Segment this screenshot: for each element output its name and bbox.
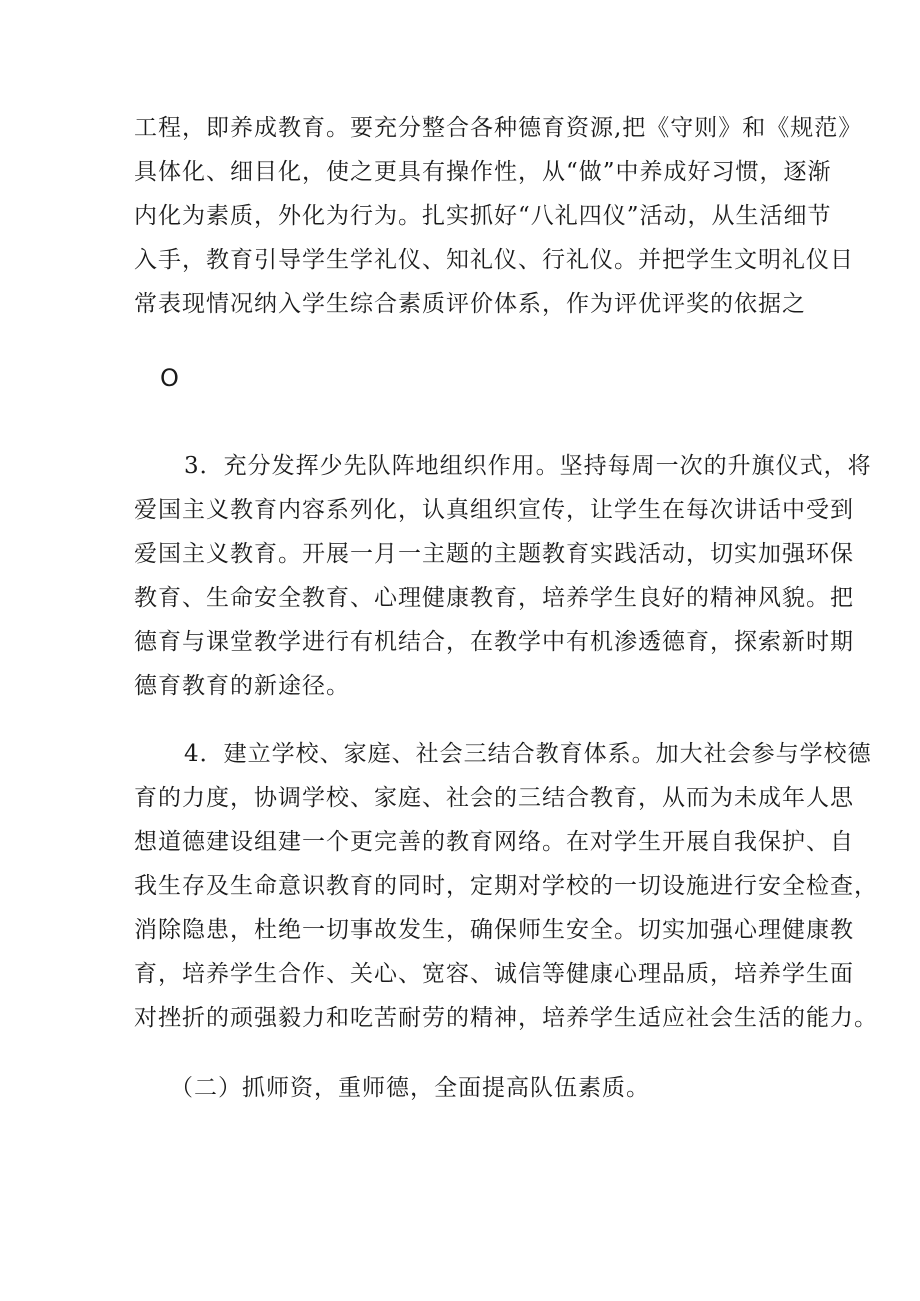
paragraph-habit-education bbox=[134, 106, 863, 326]
section-heading-teachers bbox=[170, 1066, 830, 1110]
text-line: 育的力度，协调学校、家庭、社会的三结合教育，从而为未成年人思 bbox=[134, 785, 854, 811]
text-line: 内化为素质，外化为行为。扎实抓好“八礼四仪”活动，从生活细节 bbox=[134, 203, 832, 229]
text-line: 常表现情况纳入学生综合素质评价体系，作为评优评奖的依据之 bbox=[134, 291, 806, 317]
text-line: 具体化、细目化，使之更具有操作性，从“做”中养成好习惯，逐渐 bbox=[134, 159, 832, 185]
text-line: 我生存及生命意识教育的同时，定期对学校的一切设施进行安全检查， bbox=[134, 873, 878, 899]
text-line: 德育与课堂教学进行有机结合，在教学中有机渗透德育，探索新时期 bbox=[134, 629, 854, 655]
text-line: 4．建立学校、家庭、社会三结合教育体系。加大社会参与学校德 bbox=[184, 741, 872, 767]
text-line: 工程，即养成教育。要充分整合各种德育资源,把《守则》和《规范》 bbox=[134, 115, 863, 141]
paragraph-ocr-fragment bbox=[160, 356, 820, 400]
text-line: 3．充分发挥少先队阵地组织作用。坚持每周一次的升旗仪式，将 bbox=[184, 453, 872, 479]
paragraph-item-3 bbox=[134, 444, 872, 708]
text-line: 育，培养学生合作、关心、宽容、诚信等健康心理品质，培养学生面 bbox=[134, 961, 854, 987]
text-line: 对挫折的顽强毅力和吃苦耐劳的精神，培养学生适应社会生活的能力。 bbox=[134, 1005, 878, 1031]
text-line: 爱国主义教育内容系列化，认真组织宣传，让学生在每次讲话中受到 bbox=[134, 497, 854, 523]
text-line: 想道德建设组建一个更完善的教育网络。在对学生开展自我保护、自 bbox=[134, 829, 854, 855]
paragraph-item-4 bbox=[134, 732, 878, 1040]
text-line: 德育教育的新途径。 bbox=[134, 673, 350, 699]
text-line: 消除隐患，杜绝一切事故发生，确保师生安全。切实加强心理健康教 bbox=[134, 917, 854, 943]
text-line: O bbox=[160, 364, 180, 392]
text-line: 爱国主义教育。开展一月一主题的主题教育实践活动，切实加强环保 bbox=[134, 541, 854, 567]
text-line: 教育、生命安全教育、心理健康教育，培养学生良好的精神风貌。把 bbox=[134, 585, 854, 611]
text-line: 入手，教育引导学生学礼仪、知礼仪、行礼仪。并把学生文明礼仪日 bbox=[134, 247, 854, 273]
section-heading: （二）抓师资，重师德，全面提高队伍素质。 bbox=[170, 1075, 650, 1101]
